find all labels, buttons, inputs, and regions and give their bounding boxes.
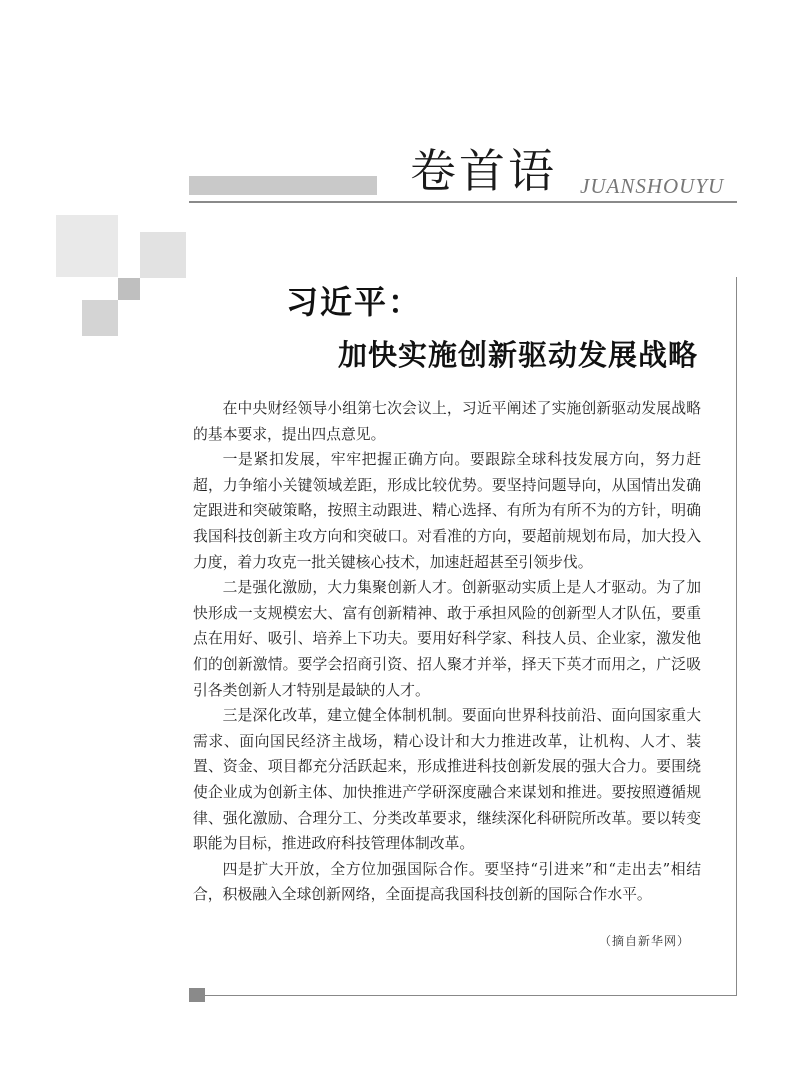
decorative-square [82, 300, 118, 336]
paragraph: 三是深化改革，建立健全体制机制。要面向世界科技前沿、面向国家重大需求、面向国民经济主战场，精心设计和大力推进改革，让机构、人才、装置、资金、项目都充分活跃起来，形成推进科技创新发展的强大合力。要围绕使企业成为创新主体、加快推进产学研深度融合来谋划和推进。要按照遵循规律、强化激励、合理分工、分类改革要求，继续深化科研院所改革。要以转变职能为目标，推进政府科技管理体制改革。 [193, 707, 701, 853]
paragraph: 在中央财经领导小组第七次会议上，习近平阐述了实施创新驱动发展战略的基本要求，提出四点意见。 [193, 400, 701, 443]
corner-marker [189, 988, 205, 1002]
page-border-bottom [197, 995, 737, 996]
header-rule [189, 201, 737, 203]
column-title-pinyin: JUANSHOUYU [580, 174, 725, 198]
decorative-square [56, 215, 118, 277]
decorative-square [118, 278, 140, 300]
column-title: 卷首语 [410, 144, 557, 198]
header-bar [189, 176, 377, 195]
paragraph: 四是扩大开放，全方位加强国际合作。要坚持“引进来”和“走出去”相结合，积极融入全球创新网络，全面提高我国科技创新的国际合作水平。 [193, 860, 701, 904]
article-body [193, 396, 701, 908]
source-note: （摘自新华网） [598, 934, 690, 948]
article-subtitle: 加快实施创新驱动发展战略 [337, 338, 698, 372]
page-border-right [736, 277, 737, 996]
paragraph: 二是强化激励，大力集聚创新人才。创新驱动实质上是人才驱动。为了加快形成一支规模宏大、富有创新精神、敢于承担风险的创新型人才队伍，要重点在用好、吸引、培养上下功夫。要用好科学家、科技人员、企业家，激发他们的创新激情。要学会招商引资、招人聚才并举，择天下英才而用之，广泛吸引各类创新人才特别是最缺的人才。 [193, 579, 701, 699]
article-title: 习近平： [286, 283, 423, 321]
paragraph: 一是紧扣发展，牢牢把握正确方向。要跟踪全球科技发展方向，努力赶超，力争缩小关键领域差距，形成比较优势。要坚持问题导向，从国情出发确定跟进和突破策略，按照主动跟进、精心选择、有所为有所不为的方针，明确我国科技创新主攻方向和突破口。对看准的方向，要超前规划布局，加大投入力度，着力攻克一批关键核心技术，加速赶超甚至引领步伐。 [193, 451, 701, 571]
decorative-square [140, 232, 186, 278]
